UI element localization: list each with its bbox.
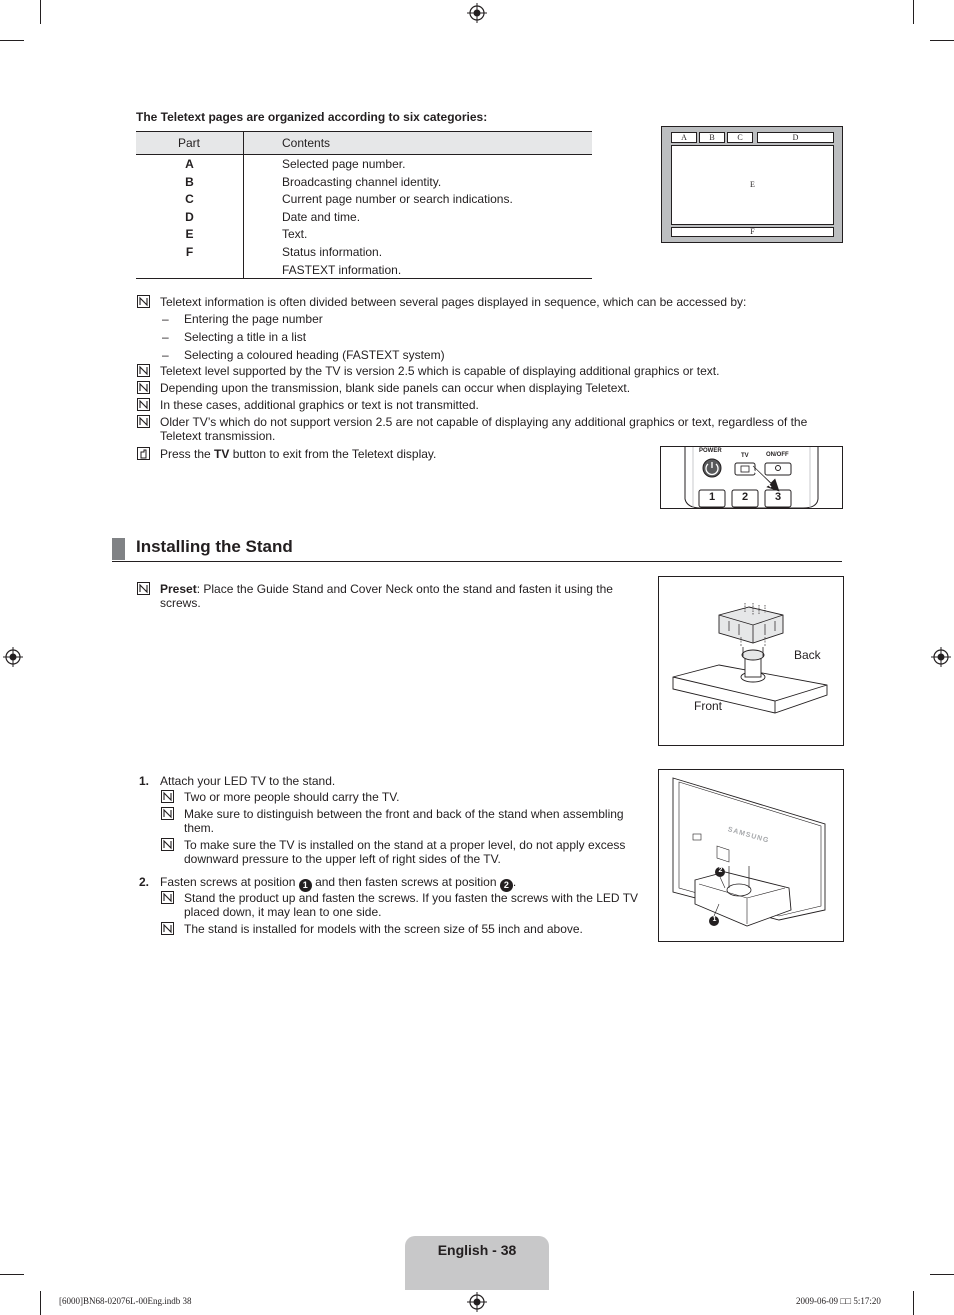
registration-mark-icon bbox=[467, 3, 487, 23]
diagram-box-f: F bbox=[671, 227, 834, 237]
step2-note: Stand the product up and fasten the screws. If you fasten the screws with the LED TV placed down, it may lean to one side. bbox=[184, 891, 639, 919]
page-number-tab bbox=[405, 1236, 549, 1290]
crop-mark bbox=[0, 40, 24, 41]
crop-mark bbox=[930, 40, 954, 41]
step-number: 1. bbox=[139, 774, 150, 788]
remote-key-1: 1 bbox=[708, 491, 716, 503]
registration-mark-icon bbox=[467, 1292, 487, 1312]
sub-item-page-number: Entering the page number bbox=[184, 312, 323, 326]
print-datetime: 2009-06-09 □□ 5:17:20 bbox=[796, 1296, 881, 1306]
sub-item-title-list: Selecting a title in a list bbox=[184, 330, 307, 344]
diagram-box-b: B bbox=[699, 132, 725, 143]
table-cell-contents: Broadcasting channel identity. bbox=[282, 174, 442, 189]
step2-note: The stand is installed for models with the screen size of 55 inch and above. bbox=[184, 922, 583, 936]
table-cell-contents: Current page number or search indications. bbox=[282, 192, 513, 207]
crop-mark bbox=[40, 0, 41, 24]
sub-item-coloured-heading: Selecting a coloured heading (FASTEXT system) bbox=[184, 348, 445, 362]
table-cell-contents: Text. bbox=[282, 227, 308, 242]
table-cell-contents: Date and time. bbox=[282, 209, 361, 224]
step1-note: Make sure to distinguish between the front and back of the stand when assembling them. bbox=[184, 807, 624, 835]
diagram-box-c: C bbox=[727, 132, 753, 143]
table-header-contents: Contents bbox=[282, 136, 331, 150]
tv-on-stand-figure bbox=[658, 769, 844, 942]
table-body bbox=[136, 155, 592, 279]
note-icon bbox=[137, 398, 150, 411]
press-note-icon bbox=[137, 447, 150, 460]
note-icon bbox=[161, 790, 174, 803]
page-number: English - 38 bbox=[437, 1242, 517, 1258]
table-cell-part: F bbox=[185, 245, 194, 259]
section-title: Installing the Stand bbox=[136, 537, 293, 556]
front-label: Front bbox=[694, 699, 723, 713]
teletext-note-level: Teletext level supported by the TV is version 2.5 which is capable of displaying additional graphics or text. bbox=[160, 364, 720, 378]
table-cell-part: E bbox=[185, 227, 194, 242]
table-cell-part: C bbox=[185, 192, 194, 207]
diagram-box-a: A bbox=[671, 132, 697, 143]
registration-mark-icon bbox=[931, 647, 951, 667]
figure-badge-2: 2 bbox=[718, 867, 723, 874]
position-badge-1: 1 bbox=[299, 879, 312, 892]
bullet-dash: – bbox=[162, 312, 169, 326]
teletext-note-older-tv: Older TV’s which do not support version 2.5 are not capable of displaying any additional graphics or text, regardless of the Teletext transmission. bbox=[160, 415, 808, 443]
section-marker bbox=[112, 538, 125, 560]
table-cell-contents: Selected page number. bbox=[282, 157, 406, 171]
table-cell-contents: Status information. bbox=[282, 245, 383, 259]
remote-control-illustration bbox=[660, 446, 843, 509]
table-cell-part: D bbox=[185, 209, 194, 224]
note-icon bbox=[137, 381, 150, 394]
teletext-heading: The Teletext pages are organized according to six categories: bbox=[136, 110, 488, 124]
bullet-dash: – bbox=[162, 348, 169, 362]
registration-mark-icon bbox=[3, 647, 23, 667]
bullet-dash: – bbox=[162, 330, 169, 344]
remote-key-3: 3 bbox=[774, 491, 782, 503]
table-header-part: Part bbox=[178, 136, 201, 150]
crop-mark bbox=[40, 1291, 41, 1315]
remote-tv-label: TV bbox=[741, 453, 749, 459]
figure-badge-1: 1 bbox=[712, 916, 717, 923]
crop-mark bbox=[913, 0, 914, 24]
crop-mark bbox=[930, 1274, 954, 1275]
note-icon bbox=[161, 807, 174, 820]
table-cell-contents: FASTEXT information. bbox=[282, 262, 402, 277]
teletext-screen-diagram bbox=[661, 126, 843, 243]
step-text: Fasten screws at position 1 and then fasten screws at position 2 . bbox=[160, 875, 517, 890]
crop-mark bbox=[913, 1291, 914, 1315]
remote-onoff-label: ON/OFF bbox=[766, 452, 789, 458]
step-text: Attach your LED TV to the stand. bbox=[160, 774, 336, 788]
note-icon bbox=[161, 838, 174, 851]
teletext-note-side-panels: Depending upon the transmission, blank side panels can occur when displaying Teletext. bbox=[160, 381, 631, 395]
remote-key-2: 2 bbox=[741, 491, 749, 503]
section-divider bbox=[112, 561, 842, 562]
teletext-note-not-transmitted: In these cases, additional graphics or text is not transmitted. bbox=[160, 398, 479, 412]
table-header-row bbox=[136, 131, 592, 155]
note-icon bbox=[161, 891, 174, 904]
note-icon bbox=[137, 295, 150, 308]
file-info: [6000]BN68-02076L-00Eng.indb 38 bbox=[59, 1296, 192, 1306]
preset-note: Preset: Place the Guide Stand and Cover Neck onto the stand and fasten it using the screws. bbox=[160, 582, 613, 610]
remote-power-label: POWER bbox=[699, 448, 722, 454]
note-icon bbox=[161, 922, 174, 935]
back-label: Back bbox=[794, 648, 821, 662]
note-icon bbox=[137, 582, 150, 595]
diagram-box-d: D bbox=[757, 132, 834, 143]
crop-mark bbox=[0, 1274, 24, 1275]
table-cell-part: A bbox=[185, 157, 194, 171]
note-icon bbox=[137, 415, 150, 428]
teletext-note-pages: Teletext information is often divided between several pages displayed in sequence, which can be accessed by: bbox=[160, 295, 747, 309]
note-icon bbox=[137, 364, 150, 377]
diagram-box-e: E bbox=[671, 145, 834, 225]
step1-note: Two or more people should carry the TV. bbox=[184, 790, 400, 804]
teletext-parts-table bbox=[136, 131, 592, 279]
step1-note: To make sure the TV is installed on the stand at a proper level, do not apply excess downward pressure to the upper left of right sides of the TV. bbox=[184, 838, 626, 866]
brand-logo: SAMSUNG bbox=[726, 826, 770, 845]
step-number: 2. bbox=[139, 875, 150, 889]
stand-assembly-figure bbox=[658, 576, 844, 746]
position-badge-2: 2 bbox=[500, 879, 513, 892]
teletext-note-press-tv: Press the TV button to exit from the Teletext display. bbox=[160, 447, 437, 461]
table-cell-part: B bbox=[185, 174, 194, 189]
